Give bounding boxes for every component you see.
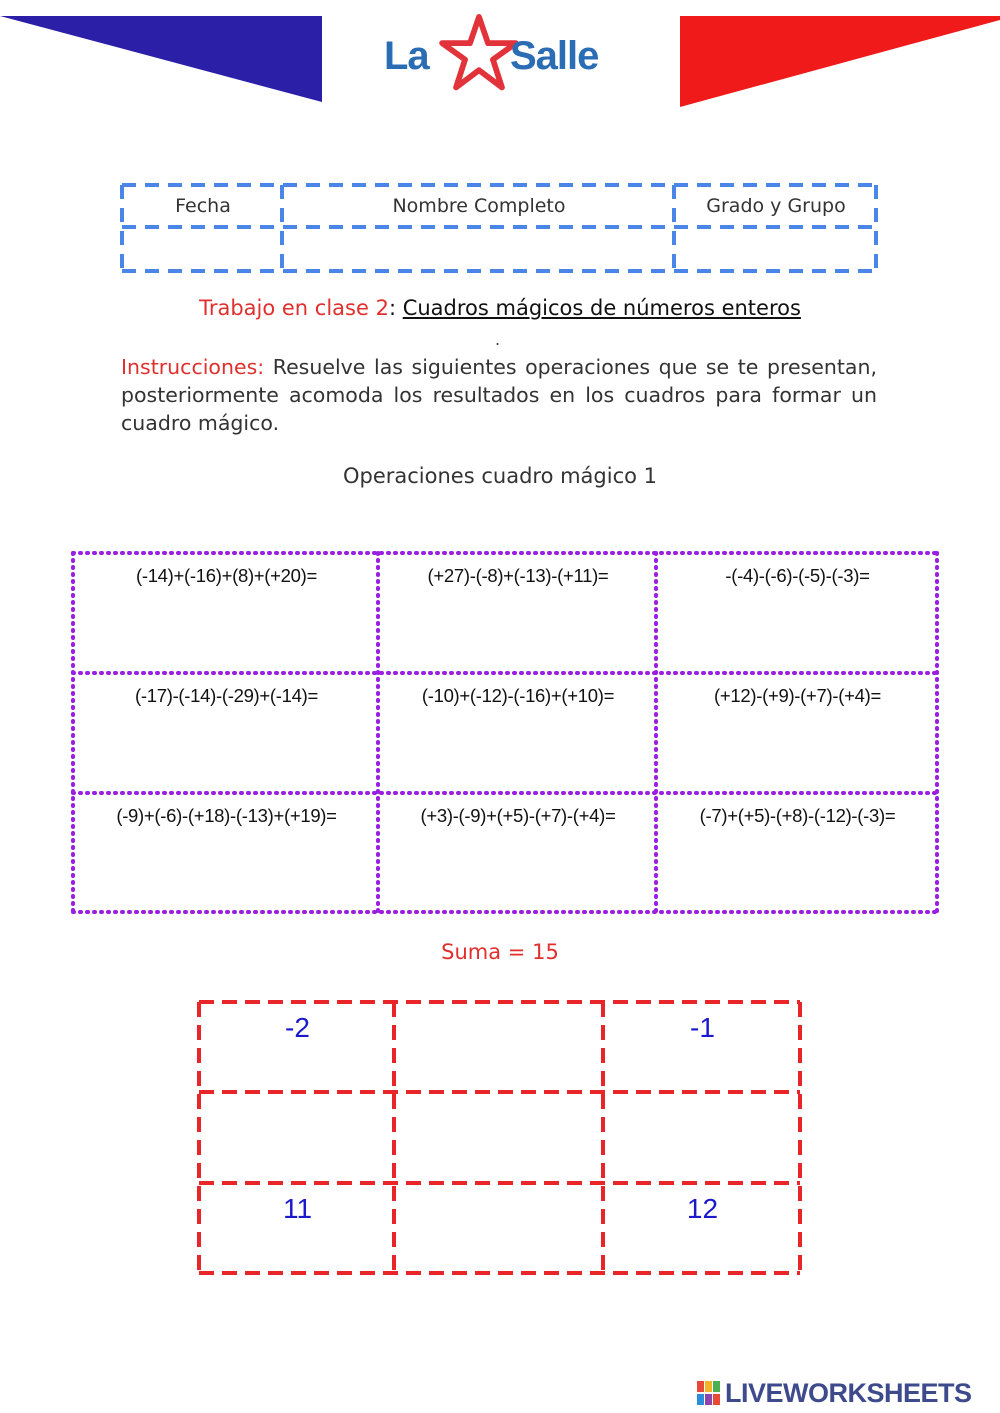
operation-3: -(-4)-(-6)-(-5)-(-3)= (725, 565, 870, 586)
operation-2: (+27)-(-8)+(-13)-(+11)= (427, 565, 609, 586)
magic-cell-3: -1 (690, 1012, 715, 1043)
grade-group-input[interactable] (676, 229, 874, 269)
operations-grid-borders (70, 550, 940, 915)
operation-1: (-14)+(-16)+(8)+(+20)= (135, 565, 318, 586)
title-prefix: Trabajo en clase 2 (199, 296, 389, 320)
operation-9: (-7)+(+5)-(+8)-(-12)-(-3)= (699, 805, 896, 826)
magic-cell-1: -2 (285, 1012, 310, 1043)
magic-cell-7: 11 (282, 1193, 313, 1224)
operation-5: (-10)+(-12)-(-16)+(+10)= (421, 685, 615, 706)
instructions-label: Instrucciones: (121, 355, 265, 379)
page-title (0, 296, 1000, 320)
instructions (121, 353, 877, 437)
grade-group-header: Grado y Grupo (706, 195, 846, 217)
liveworksheets-icon (697, 1381, 721, 1405)
operation-7: (-9)+(-6)-(+18)-(-13)+(+19)= (116, 805, 337, 826)
red-banner (678, 0, 1000, 110)
operation-6: (+12)-(+9)-(+7)-(+4)= (714, 685, 881, 706)
title-dot: . (495, 330, 501, 349)
date-input[interactable] (124, 229, 280, 269)
magic-cell-2[interactable] (396, 1004, 603, 1090)
magic-cell-4[interactable] (201, 1094, 394, 1181)
magic-cell-8[interactable] (396, 1185, 603, 1271)
operations-heading: Operaciones cuadro mágico 1 (342, 464, 658, 488)
blue-banner (0, 0, 322, 105)
la-salle-logo (380, 12, 625, 97)
magic-cell-5[interactable] (396, 1094, 603, 1181)
title-separator: : (388, 296, 397, 320)
magic-square (197, 1000, 802, 1275)
full-name-header: Nombre Completo (392, 195, 566, 217)
magic-cell-9: 12 (686, 1193, 719, 1224)
full-name-input[interactable] (284, 229, 672, 269)
instructions-text: Resuelve las siguientes operaciones que se te presentan, posteriormente acomoda los resultados en los cuadros para formar un cuadro mágico. (121, 355, 877, 435)
operations-grid (70, 550, 940, 915)
title-subject: Cuadros mágicos de números enteros (402, 296, 801, 320)
logo-text-la: La (384, 34, 429, 78)
footer-brand-text: LIVEWORKSHEETS (725, 1378, 972, 1408)
operation-8: (+3)-(-9)+(+5)-(+7)-(+4)= (420, 805, 616, 826)
operation-4: (-17)-(-14)-(-29)+(-14)= (135, 685, 318, 706)
student-info-table (120, 183, 878, 273)
magic-cell-6[interactable] (605, 1094, 800, 1181)
sum-label: Suma = 15 (441, 940, 559, 964)
logo-text-salle: Salle (510, 34, 599, 78)
star-icon (438, 12, 520, 94)
date-header: Fecha (175, 195, 231, 217)
